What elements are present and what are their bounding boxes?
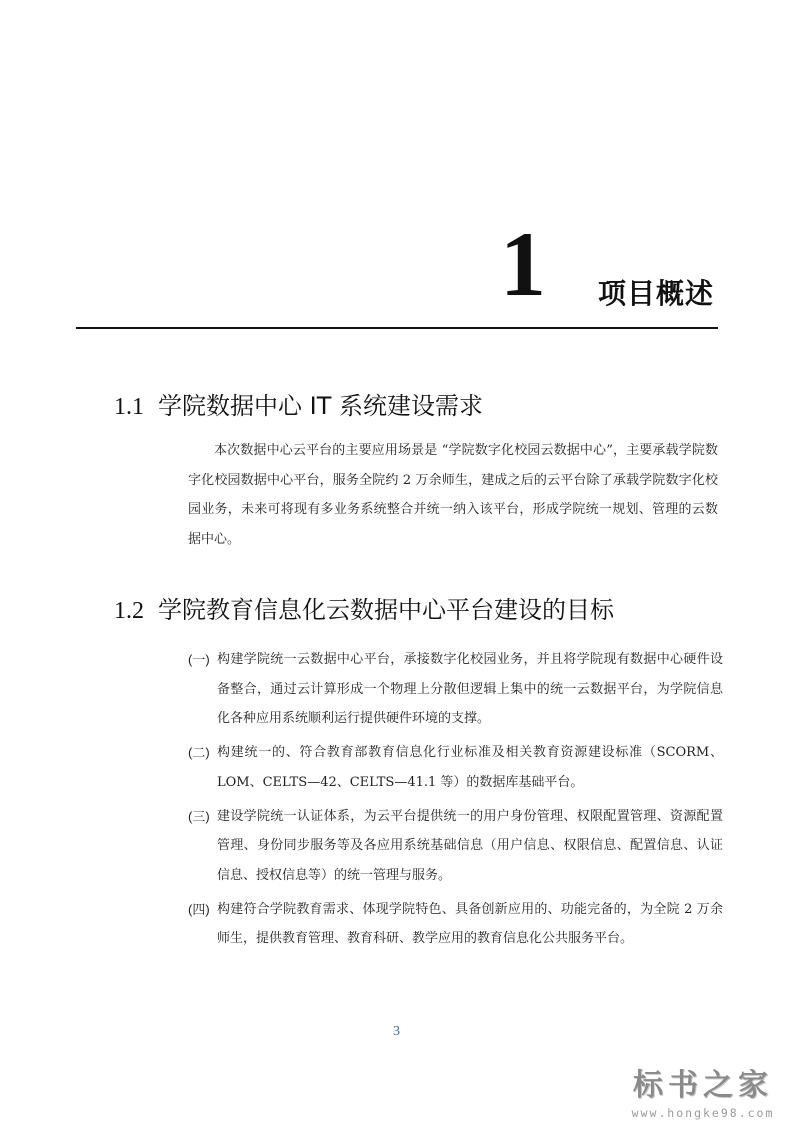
section-heading-1-2 [114,590,614,625]
list-item-text: 构建统一的、符合教育部教育信息化行业标准及相关教育资源建设标准（SCORM、LOM、CELTS—42、CELTS—41.1 等）的数据库基础平台。 [217,745,723,790]
section-title: 学院教育信息化云数据中心平台建设的目标 [158,596,614,624]
list-item [188,802,723,891]
section-number: 1.2 [114,598,144,624]
page-number: 3 [393,1024,400,1039]
list-item [188,895,723,954]
watermark-url: www.hongke98.com [631,1106,775,1120]
section-number: 1.1 [114,394,144,420]
list-item [188,645,723,734]
section-1-1-paragraph: 本次数据中心云平台的主要应用场景是 “学院数字化校园云数据中心”，主要承载学院数字化校园数据中心平台，服务全院约 2 万余师生，建成之后的云平台除了承载学院数字化校园业务，未来可将现有多业务系统整合并统一纳入该平台，形成学院统一规划、管理的云数据中心。 [188,443,718,547]
goal-list [188,645,723,954]
list-item-text: 构建学院统一云数据中心平台，承接数字化校园业务，并且将学院现有数据中心硬件设备整合，通过云计算形成一个物理上分散但逻辑上集中的统一云数据平台，为学院信息化各种应用系统顺利运行提供硬件环境的支撑。 [217,652,723,726]
list-marker: (三) [188,808,210,824]
list-marker: (一) [188,652,210,667]
chapter-title: 项目概述 [598,277,715,310]
list-item-text: 构建符合学院教育需求、体现学院特色、具备创新应用的、功能完备的，为全院 2 万余师生，提供教育管理、教育科研、教学应用的教育信息化公共服务平台。 [217,901,723,946]
list-marker: (四) [188,901,210,917]
list-item [188,738,723,797]
section-heading-1-1 [114,386,483,421]
list-item-text: 建设学院统一认证体系，为云平台提供统一的用户身份管理、权限配置管理、资源配置管理、身份同步服务等及各应用系统基础信息（用户信息、权限信息、配置信息、认证信息、授权信息等）的统一管理与服务。 [217,808,723,883]
chapter-divider [76,327,718,329]
chapter-number: 1 [500,213,546,315]
section-title: 学院数据中心 IT 系统建设需求 [158,392,483,420]
watermark-logo: 标书之家 [633,1068,773,1103]
watermark [623,1060,783,1120]
list-marker: (二) [188,745,210,760]
